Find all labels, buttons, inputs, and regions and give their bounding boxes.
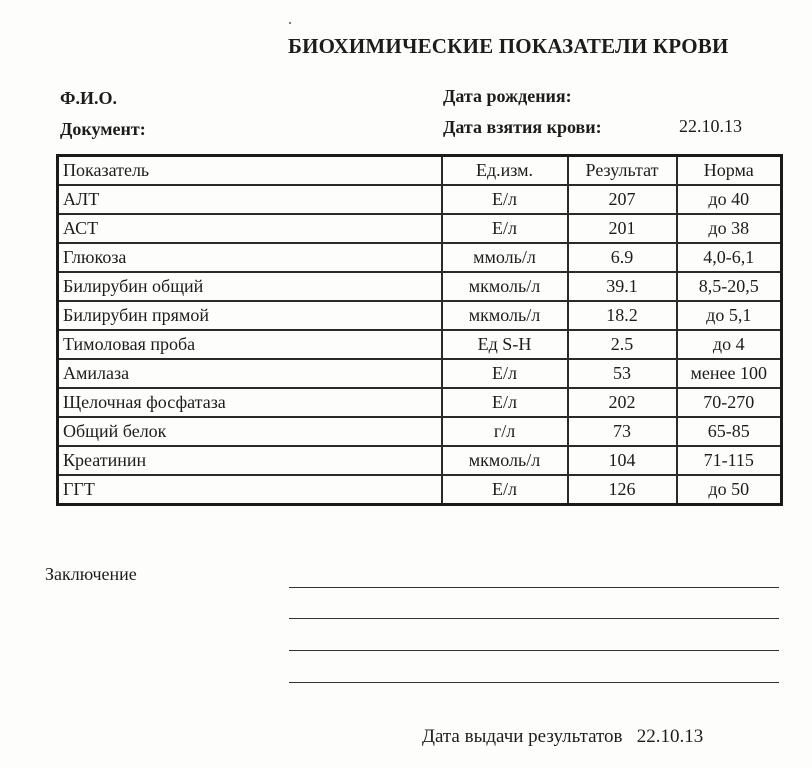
conclusion-label: Заключение: [45, 564, 137, 584]
document-label: Документ:: [60, 119, 146, 139]
cell-unit: Е/л: [442, 359, 568, 388]
cell-unit: г/л: [442, 417, 568, 446]
cell-indicator: Креатинин: [58, 446, 442, 475]
table-row: [58, 388, 782, 417]
cell-unit: Е/л: [442, 214, 568, 243]
cell-result: 201: [568, 214, 677, 243]
cell-norm: 4,0-6,1: [677, 243, 782, 272]
table-row: [58, 359, 782, 388]
header-result: Результат: [568, 156, 677, 186]
table-row: [58, 446, 782, 475]
birth-date-label: Дата рождения:: [443, 86, 572, 106]
header-indicator: Показатель: [58, 156, 442, 186]
cell-norm: до 50: [677, 475, 782, 505]
cell-indicator: АЛТ: [58, 185, 442, 214]
cell-norm: менее 100: [677, 359, 782, 388]
cell-indicator: Тимоловая проба: [58, 330, 442, 359]
results-table: [56, 154, 783, 506]
cell-result: 39.1: [568, 272, 677, 301]
cell-unit: Е/л: [442, 475, 568, 505]
table-row: [58, 475, 782, 505]
conclusion-line: [289, 682, 779, 683]
cell-unit: мкмоль/л: [442, 446, 568, 475]
cell-result: 6.9: [568, 243, 677, 272]
issue-date-value: 22.10.13: [636, 726, 704, 747]
cell-norm: 65-85: [677, 417, 782, 446]
cell-norm: 70-270: [677, 388, 782, 417]
cell-result: 53: [568, 359, 677, 388]
cell-unit: мкмоль/л: [442, 272, 568, 301]
conclusion-line: [289, 650, 779, 651]
fio-label: Ф.И.О.: [60, 88, 117, 108]
cell-norm: до 38: [677, 214, 782, 243]
table-row: [58, 243, 782, 272]
cell-result: 18.2: [568, 301, 677, 330]
blood-date-label: Дата взятия крови:: [443, 117, 602, 137]
cell-indicator: Глюкоза: [58, 243, 442, 272]
cell-indicator: Амилаза: [58, 359, 442, 388]
issue-date-label: Дата выдачи результатов: [422, 726, 623, 747]
cell-result: 207: [568, 185, 677, 214]
table-row: [58, 417, 782, 446]
cell-indicator: Билирубин прямой: [58, 301, 442, 330]
cell-norm: до 40: [677, 185, 782, 214]
table-row: [58, 214, 782, 243]
cell-indicator: ГГТ: [58, 475, 442, 505]
cell-result: 104: [568, 446, 677, 475]
cell-norm: 71-115: [677, 446, 782, 475]
scan-speck: [289, 22, 291, 24]
cell-result: 126: [568, 475, 677, 505]
blood-date-value: 22.10.13: [679, 116, 742, 136]
cell-norm: до 5,1: [677, 301, 782, 330]
table-header-row: [58, 156, 782, 186]
cell-unit: Е/л: [442, 388, 568, 417]
cell-indicator: Общий белок: [58, 417, 442, 446]
table-row: [58, 272, 782, 301]
table-row: [58, 301, 782, 330]
header-unit: Ед.изм.: [442, 156, 568, 186]
cell-unit: Ед S-H: [442, 330, 568, 359]
cell-indicator: АСТ: [58, 214, 442, 243]
cell-result: 2.5: [568, 330, 677, 359]
conclusion-line: [289, 618, 779, 619]
cell-norm: до 4: [677, 330, 782, 359]
cell-indicator: Щелочная фосфатаза: [58, 388, 442, 417]
cell-result: 73: [568, 417, 677, 446]
cell-indicator: Билирубин общий: [58, 272, 442, 301]
page-title: БИОХИМИЧЕСКИЕ ПОКАЗАТЕЛИ КРОВИ: [288, 34, 729, 58]
issue-date-line: [422, 726, 703, 748]
cell-norm: 8,5-20,5: [677, 272, 782, 301]
cell-unit: ммоль/л: [442, 243, 568, 272]
conclusion-line: [289, 587, 779, 588]
table-row: [58, 185, 782, 214]
cell-unit: Е/л: [442, 185, 568, 214]
table-row: [58, 330, 782, 359]
cell-unit: мкмоль/л: [442, 301, 568, 330]
cell-result: 202: [568, 388, 677, 417]
header-norm: Норма: [677, 156, 782, 186]
